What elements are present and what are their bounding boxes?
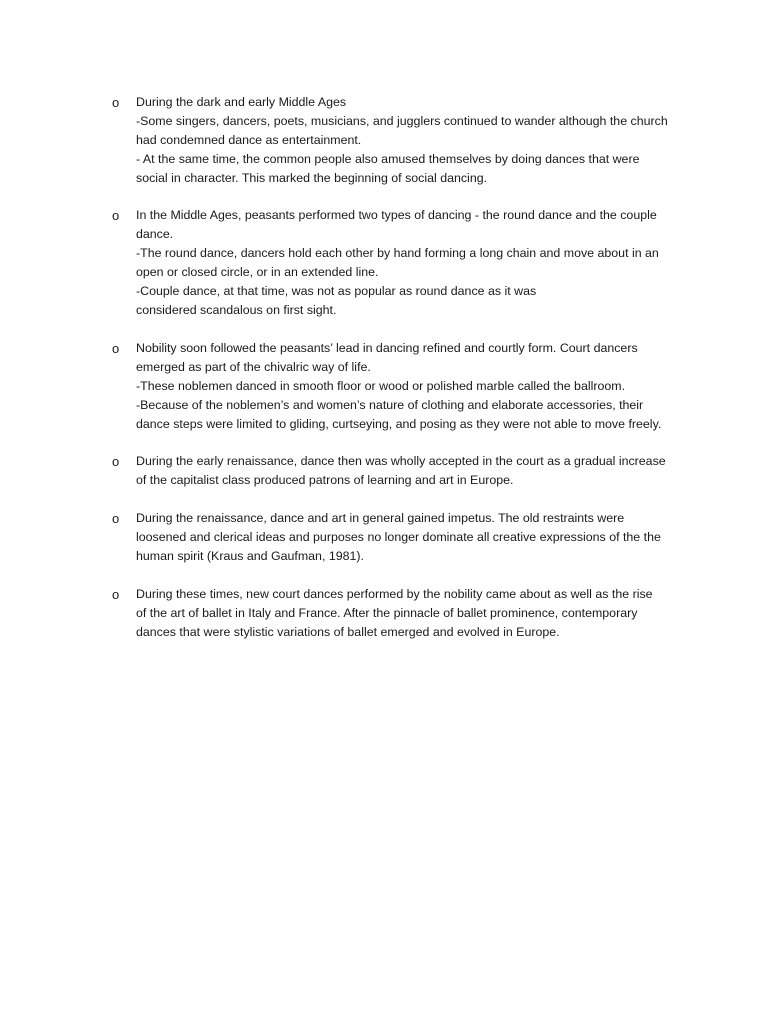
text-line: loosened and clerical ideas and purposes no longer dominate all creative expressions of the the xyxy=(136,530,661,544)
text-line: During these times, new court dances performed by the nobility came about as well as the rise xyxy=(136,587,653,601)
text-line: dance steps were limited to gliding, curtseying, and posing as they were not able to move freely. xyxy=(136,417,662,431)
bullet-item-nobility xyxy=(112,339,682,434)
bullet-text xyxy=(136,339,682,434)
bullet-item-middle-ages xyxy=(112,206,682,320)
text-line: During the renaissance, dance and art in general gained impetus. The old restraints were xyxy=(136,511,625,525)
text-line: had condemned dance as entertainment. xyxy=(136,133,362,147)
text-line: During the early renaissance, dance then was wholly accepted in the court as a gradual increase xyxy=(136,454,666,468)
text-line: -These noblemen danced in smooth floor or wood or polished marble called the ballroom. xyxy=(136,379,626,393)
text-line: dances that were stylistic variations of ballet emerged and evolved in Europe. xyxy=(136,625,560,639)
bullet-text xyxy=(136,585,682,642)
bullet-item-court-dances-ballet xyxy=(112,585,682,642)
bullet-marker: o xyxy=(112,208,120,223)
text-line: -Couple dance, at that time, was not as popular as round dance as it was xyxy=(136,284,537,298)
text-line: dance. xyxy=(136,227,174,241)
text-line: considered scandalous on first sight. xyxy=(136,303,337,317)
bullet-item-early-renaissance xyxy=(112,452,682,490)
bullet-text xyxy=(136,93,682,188)
text-line: open or closed circle, or in an extended line. xyxy=(136,265,379,279)
bullet-text xyxy=(136,452,682,490)
text-line: During the dark and early Middle Ages xyxy=(136,95,347,109)
text-line: emerged as part of the chivalric way of life. xyxy=(136,360,371,374)
text-line: of the art of ballet in Italy and France. After the pinnacle of ballet prominence, contemporary xyxy=(136,606,638,620)
bullet-item-dark-ages xyxy=(112,93,682,188)
text-line: of the capitalist class produced patrons of learning and art in Europe. xyxy=(136,473,514,487)
text-line: -Because of the noblemen’s and women’s nature of clothing and elaborate accessories, their xyxy=(136,398,644,412)
text-line: -The round dance, dancers hold each other by hand forming a long chain and move about in an xyxy=(136,246,659,260)
bullet-marker: o xyxy=(112,587,120,602)
bullet-marker: o xyxy=(112,454,120,469)
text-line: -Some singers, dancers, poets, musicians, and jugglers continued to wander although the church xyxy=(136,114,668,128)
text-line: Nobility soon followed the peasants’ lead in dancing refined and courtly form. Court dancers xyxy=(136,341,638,355)
text-line: human spirit (Kraus and Gaufman, 1981). xyxy=(136,549,364,563)
bullet-marker: o xyxy=(112,511,120,526)
bullet-text xyxy=(136,206,682,320)
bullet-marker: o xyxy=(112,341,120,356)
bullet-marker: o xyxy=(112,95,120,110)
text-line: In the Middle Ages, peasants performed two types of dancing - the round dance and the couple xyxy=(136,208,657,222)
bullet-item-renaissance xyxy=(112,509,682,566)
bullet-text xyxy=(136,509,682,566)
text-line: - At the same time, the common people also amused themselves by doing dances that were xyxy=(136,152,640,166)
text-line: social in character. This marked the beginning of social dancing. xyxy=(136,171,488,185)
